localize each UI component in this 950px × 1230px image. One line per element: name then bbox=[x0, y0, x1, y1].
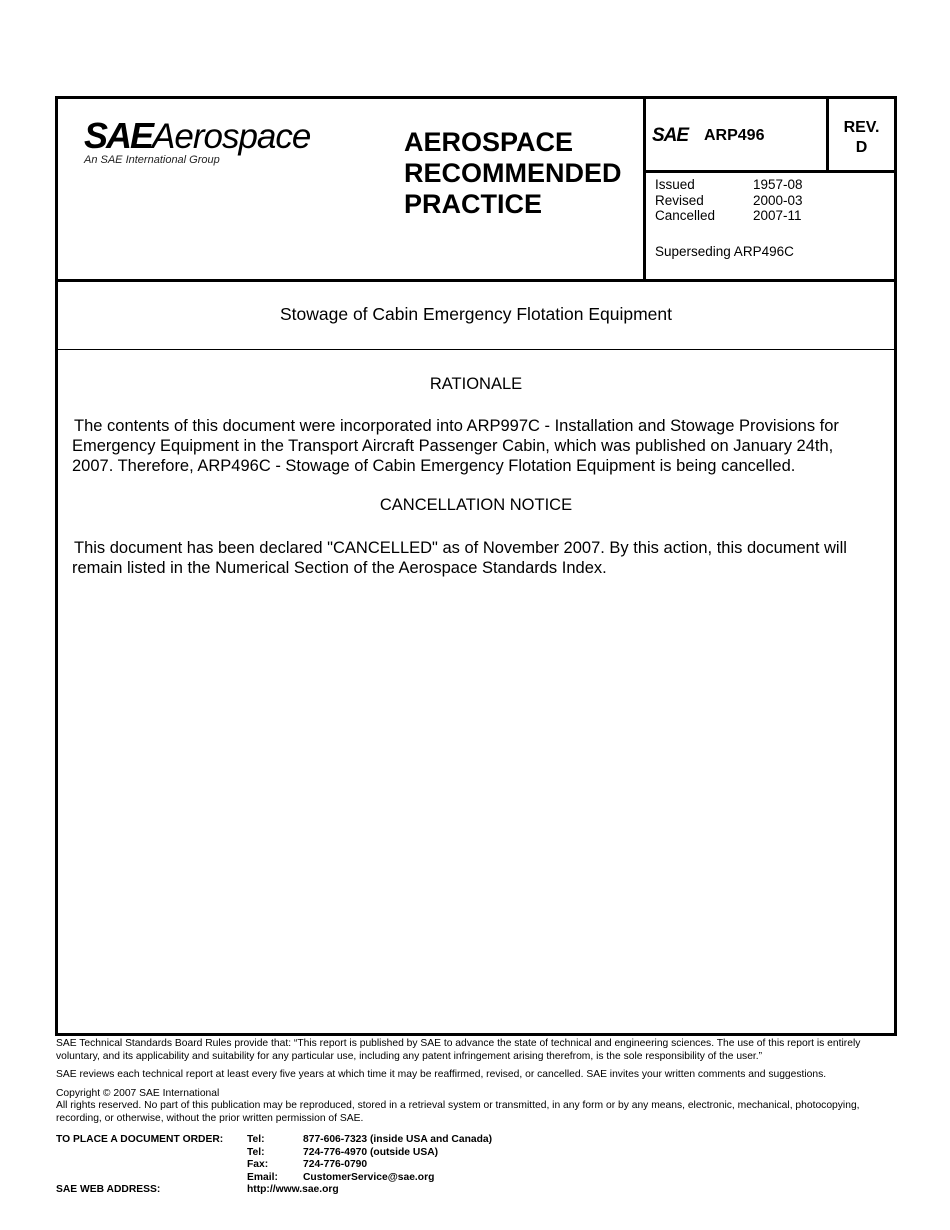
date-value: 2007-11 bbox=[753, 208, 802, 223]
contact-row bbox=[56, 1134, 492, 1147]
doc-type-line: RECOMMENDED bbox=[404, 158, 622, 188]
email-link[interactable]: CustomerService@sae.org bbox=[303, 1171, 435, 1183]
rationale-heading: RATIONALE bbox=[429, 375, 523, 393]
contact-label: Tel: bbox=[247, 1146, 265, 1158]
title-divider bbox=[58, 349, 894, 350]
logo-word: Aerospace bbox=[152, 117, 311, 156]
divider bbox=[643, 99, 646, 279]
revision-box bbox=[829, 118, 894, 158]
document-number: ARP496 bbox=[704, 127, 765, 144]
date-label: Revised bbox=[655, 192, 704, 208]
contact-label: Tel: bbox=[247, 1134, 265, 1145]
contact-value: 877-606-7323 (inside USA and Canada) bbox=[303, 1134, 493, 1145]
contact-value: 724-776-4970 (outside USA) bbox=[303, 1146, 439, 1158]
contact-label: Email: bbox=[247, 1171, 278, 1183]
footer-rules: SAE Technical Standards Board Rules provide that: “This report is published by SAE to advance the state of technical and engineering sciences. The use of this report is entirely voluntary, and its applicability and suitability for any particular use, including any patent infringement arising therefrom, is the sole responsibility of the user.” bbox=[56, 1038, 861, 1062]
sae-aerospace-logo bbox=[84, 115, 310, 157]
document-title: Stowage of Cabin Emergency Flotation Equipment bbox=[279, 304, 673, 324]
date-label: Cancelled bbox=[655, 208, 716, 223]
logo-brand: SAE bbox=[84, 115, 153, 156]
date-row bbox=[655, 208, 803, 224]
document-frame bbox=[55, 96, 897, 1036]
date-value: 1957-08 bbox=[753, 177, 803, 192]
document-type bbox=[404, 127, 639, 220]
date-table bbox=[655, 177, 803, 224]
cancellation-text: This document has been declared "CANCELLED" as of November 2007. By this action, this document will remain listed in the Numerical Section of the Aerospace Standards Index. bbox=[72, 539, 847, 577]
date-row bbox=[655, 177, 803, 193]
web-label: SAE WEB ADDRESS: bbox=[56, 1184, 161, 1196]
date-label: Issued bbox=[655, 177, 695, 192]
superseding-note: Superseding ARP496C bbox=[655, 244, 794, 259]
order-label: TO PLACE A DOCUMENT ORDER: bbox=[56, 1134, 224, 1145]
footer-review: SAE reviews each technical report at least every five years at which time it may be reaffirmed, revised, or cancelled. SAE invites your written comments and suggestions. bbox=[56, 1069, 827, 1080]
doc-type-line: PRACTICE bbox=[404, 189, 543, 219]
web-row bbox=[56, 1184, 492, 1197]
cancellation-heading: CANCELLATION NOTICE bbox=[379, 496, 573, 514]
contact-value: 724-776-0790 bbox=[303, 1159, 368, 1171]
footer-rights: All rights reserved. No part of this publication may be reproduced, stored in a retrieval system or transmitted, in any form or by any means, electronic, mechanical, photocopying, recording, or otherwise, without the prior written permission of SAE. bbox=[56, 1100, 860, 1124]
header-block bbox=[58, 99, 894, 282]
date-value: 2000-03 bbox=[753, 192, 803, 208]
order-info bbox=[56, 1134, 492, 1197]
contact-row bbox=[56, 1172, 492, 1185]
rationale-text: The contents of this document were incorporated into ARP997C - Installation and Stowage Provisions for Emergency Equipment in the Transport Aircraft Passenger Cabin, which was published on January 24th, 2007. Therefore, ARP496C - Stowage of Cabin Emergency Flotation Equipment is being cancelled. bbox=[72, 417, 839, 475]
contact-row bbox=[56, 1159, 492, 1172]
contact-label: Fax: bbox=[247, 1159, 269, 1171]
contact-row bbox=[56, 1147, 492, 1160]
mini-sae-logo: SAE bbox=[652, 125, 689, 146]
rev-value: D bbox=[855, 139, 868, 156]
footer-copyright: Copyright © 2007 SAE International bbox=[56, 1088, 220, 1099]
doc-type-line: AEROSPACE bbox=[404, 127, 574, 157]
divider bbox=[643, 170, 894, 173]
web-link[interactable]: http://www.sae.org bbox=[247, 1184, 339, 1196]
logo-subtitle: An SAE International Group bbox=[84, 154, 220, 166]
rev-label: REV. bbox=[843, 119, 880, 136]
date-row bbox=[655, 193, 803, 209]
